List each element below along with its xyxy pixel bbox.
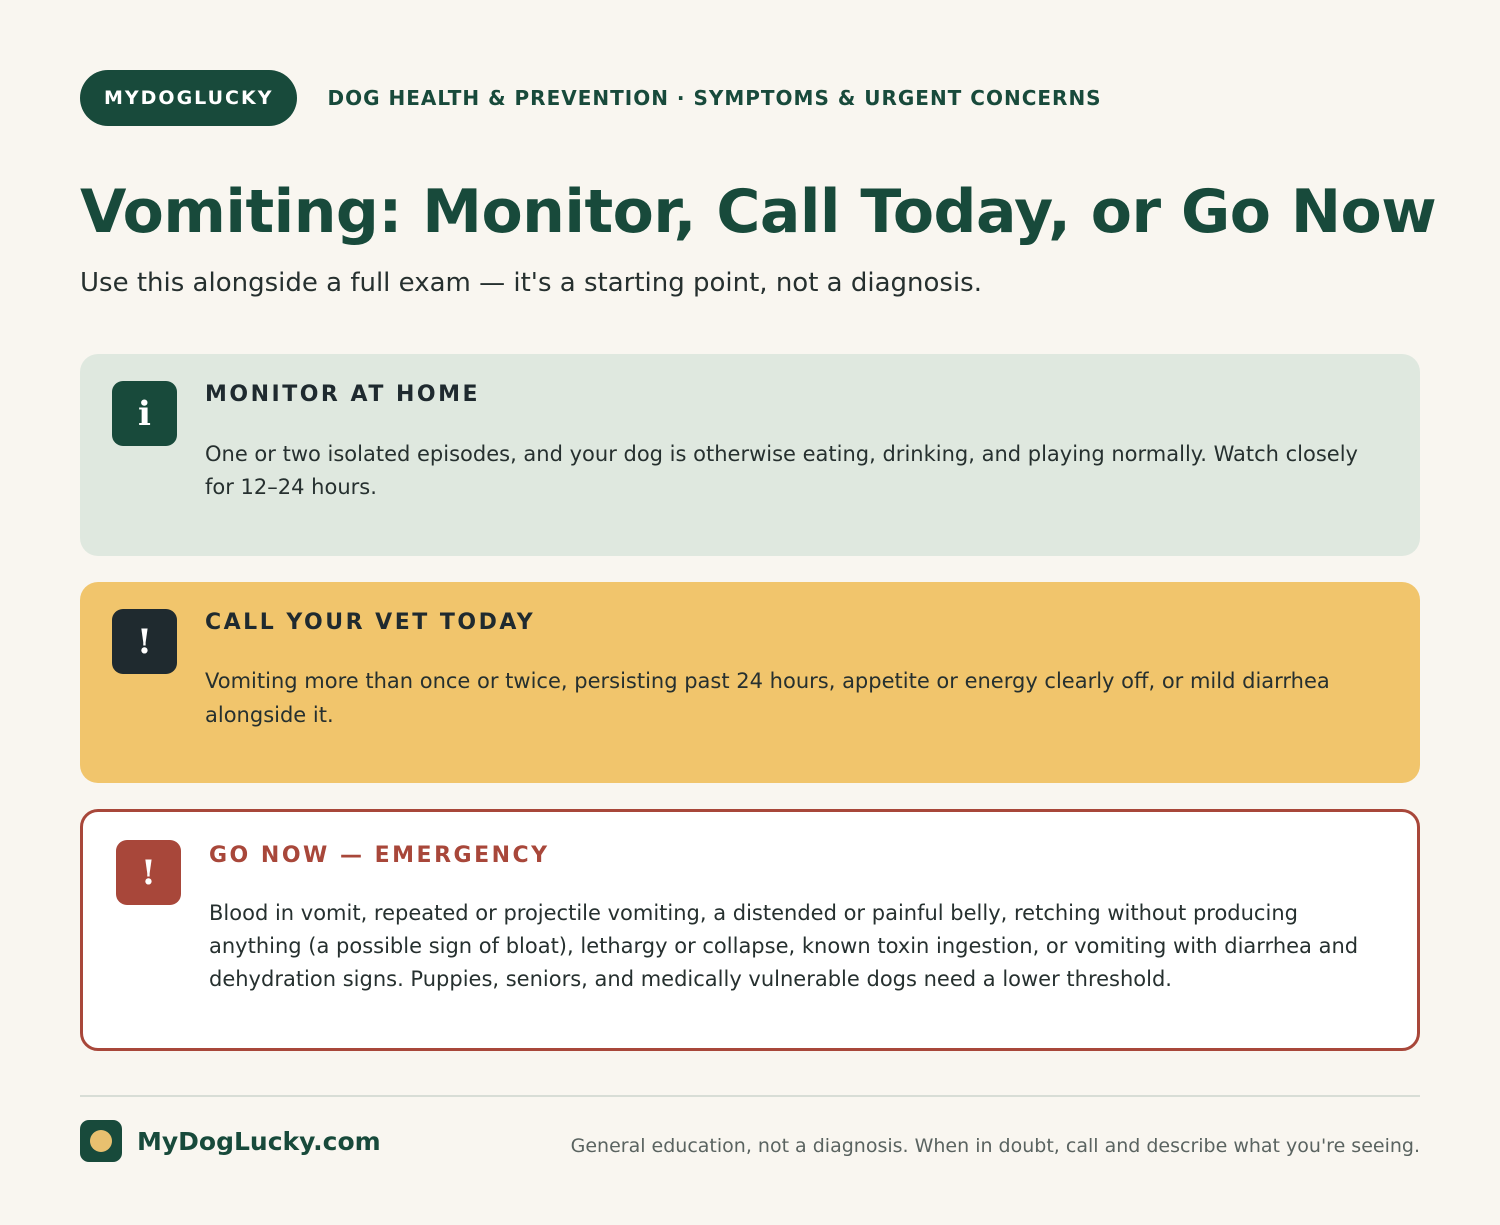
info-icon: i [112,381,177,446]
emergency-alert-icon: ! [116,840,181,905]
header [80,70,1420,126]
brand-pill[interactable]: MYDOGLUCKY [80,70,297,126]
footer-disclaimer: General education, not a diagnosis. When in doubt, call and describe what you're seeing. [570,1135,1420,1157]
card-heading: GO NOW — EMERGENCY [209,843,550,868]
page-subtitle: Use this alongside a full exam — it's a starting point, not a diagnosis. [80,268,982,298]
card-heading: MONITOR AT HOME [205,382,481,407]
card-body: Blood in vomit, repeated or projectile vomiting, a distended or painful belly, retching without producing anything (a possible sign of bloat), lethargy or collapse, known toxin ingestion, or vomiting with diarrhea and dehydration signs. Puppies, seniors, and medically vulnerable dogs need a lower threshold. [209,901,1359,991]
footer-divider [80,1095,1420,1097]
card-heading: CALL YOUR VET TODAY [205,610,536,635]
logo-dot [90,1130,112,1152]
card-body: Vomiting more than once or twice, persisting past 24 hours, appetite or energy clearly off, or mild diarrhea alongside it. [205,669,1330,727]
page-title: Vomiting: Monitor, Call Today, or Go Now [80,177,1437,247]
card-body: One or two isolated episodes, and your dog is otherwise eating, drinking, and playing normally. Watch closely for 12–24 hours. [205,442,1358,499]
monitor-at-home-card [80,354,1420,556]
go-now-emergency-card [80,809,1420,1051]
alert-icon: ! [112,609,177,674]
site-name[interactable]: MyDogLucky.com [137,1126,381,1156]
call-vet-today-card [80,582,1420,783]
infographic-page [80,70,1437,1157]
logo-icon [80,1120,122,1162]
footer-logo[interactable] [80,1120,381,1162]
breadcrumb: DOG HEALTH & PREVENTION · SYMPTOMS & URGENT CONCERNS [327,86,1102,110]
